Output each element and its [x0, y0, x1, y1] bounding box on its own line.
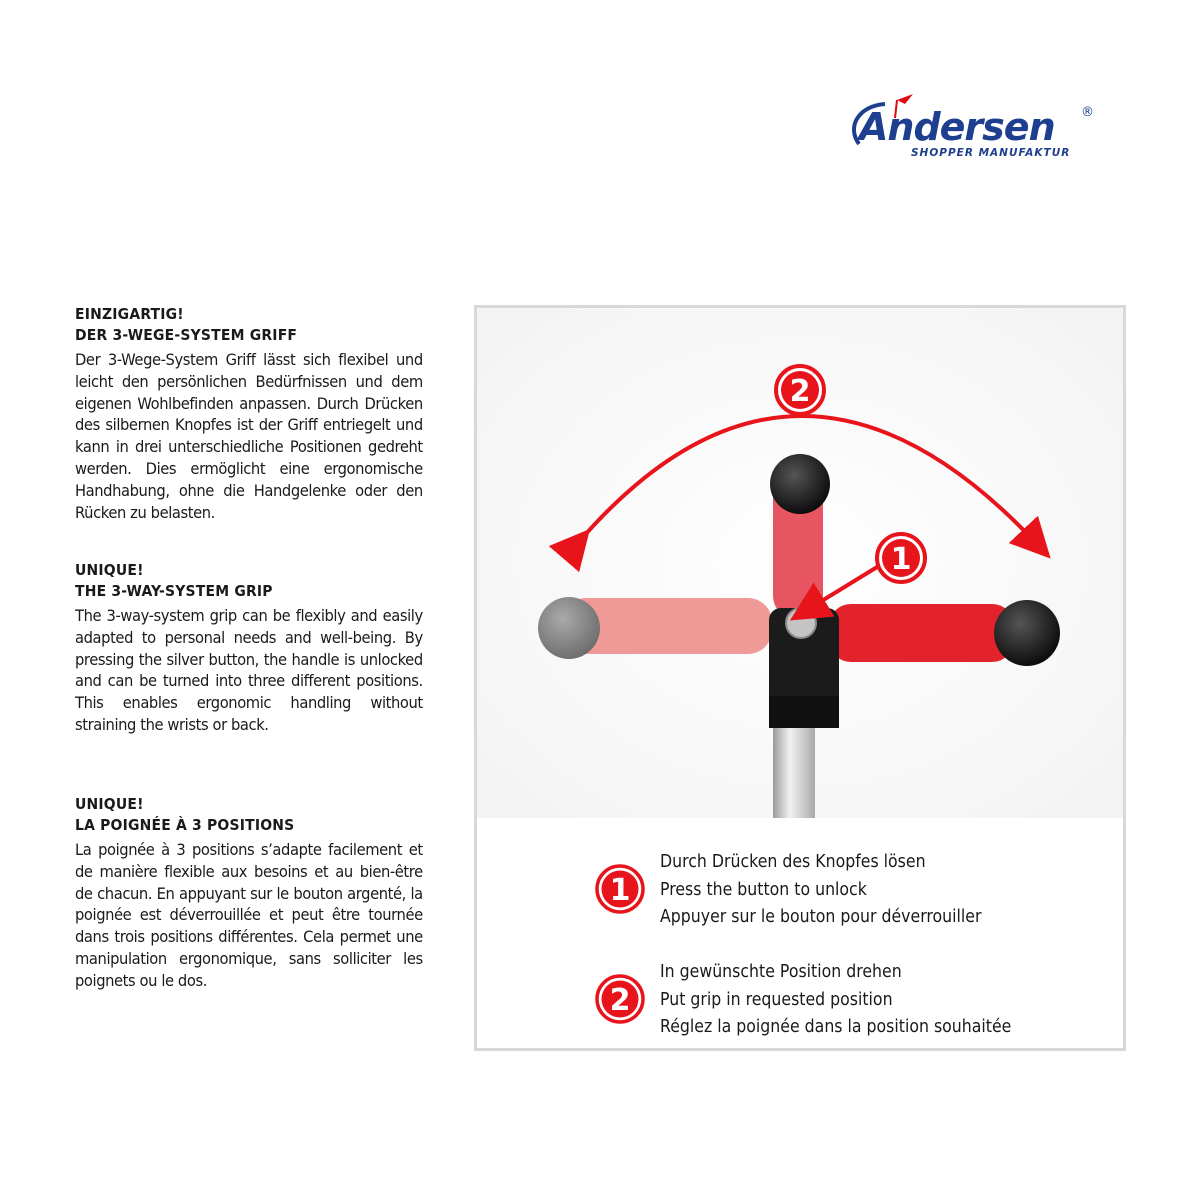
legend-badge-1-label: 1 — [609, 873, 631, 908]
legend-badge-1 — [595, 864, 645, 914]
andersen-logo — [845, 88, 1105, 168]
heading-english-line2: THE 3-WAY-SYSTEM GRIP — [75, 582, 273, 600]
silver-button — [786, 608, 816, 638]
legend-2-line-en: Put grip in requested position — [660, 989, 893, 1010]
heading-german-line1: EINZIGARTIG! — [75, 305, 184, 323]
section-english — [75, 560, 423, 736]
marker-1-label: 1 — [890, 542, 912, 577]
body-french: La poignée à 3 positions s’adapte facilement et de manière flexible aux besoins et au bien-être de chacun. En appuyant sur le bouton argenté, la poignée est déverrouillée et peut être tournée dans trois positions différentes. Cela permet une manipulation ergonomique, sans solliciter les poignets ou le dos. — [75, 840, 423, 990]
legend-text-1 — [660, 849, 981, 932]
marker-1 — [877, 534, 925, 582]
grip-right — [829, 604, 1014, 662]
grip-illustration — [477, 308, 1123, 818]
legend-1-line-en: Press the button to unlock — [660, 879, 867, 900]
legend-text-2 — [660, 959, 1011, 1042]
legend-1-line-fr: Appuyer sur le bouton pour déverrouiller — [660, 907, 982, 927]
andersen-logo-mark — [845, 88, 1105, 168]
legend-1-line-de: Durch Drücken des Knopfes lösen — [660, 852, 926, 872]
heading-french-line2: LA POIGNÉE À 3 POSITIONS — [75, 816, 295, 834]
ball-top — [770, 454, 830, 514]
legend-badge-2 — [595, 974, 645, 1024]
marker-2-label: 2 — [789, 374, 811, 409]
heading-german-line2: DER 3-WEGE-SYSTEM GRIFF — [75, 326, 298, 344]
section-french — [75, 794, 423, 992]
legend-badge-2-label: 2 — [609, 983, 631, 1018]
body-german: Der 3-Wege-System Griff lässt sich flexibel und leicht den persönlichen Bedürfnissen und dem eigenen Wohlbefinden anpassen. Durch Drücken des silbernen Knopfes ist der Griff entriegelt und kann in drei unterschiedliche Positionen gedreht werden. Dies ermöglicht eine ergonomische Handhabung, ohne die Handgelenke oder den Rücken zu belasten. — [75, 350, 423, 522]
illustration-panel — [474, 305, 1126, 1051]
marker-2 — [776, 366, 824, 414]
legend-2-line-fr: Réglez la poignée dans la position souhaitée — [660, 1017, 1012, 1037]
ball-left-faded — [538, 597, 600, 659]
pole — [773, 728, 815, 818]
logo-brand-text: Andersen — [859, 105, 1055, 149]
heading-french-line1: UNIQUE! — [75, 795, 144, 813]
section-german — [75, 304, 423, 523]
body-english: The 3-way-system grip can be flexibly and easily adapted to personal needs and well-being. By pressing the silver button, the handle is unlocked and can be turned into three different positions. This enables ergonomic handling without straining the wrists or back. — [75, 606, 423, 734]
logo-tagline: SHOPPER MANUFAKTUR — [911, 147, 1071, 159]
heading-english-line1: UNIQUE! — [75, 561, 144, 579]
legend-2-line-de: In gewünschte Position drehen — [660, 962, 902, 982]
logo-registered-mark: ® — [1081, 105, 1094, 120]
ball-right — [994, 600, 1060, 666]
